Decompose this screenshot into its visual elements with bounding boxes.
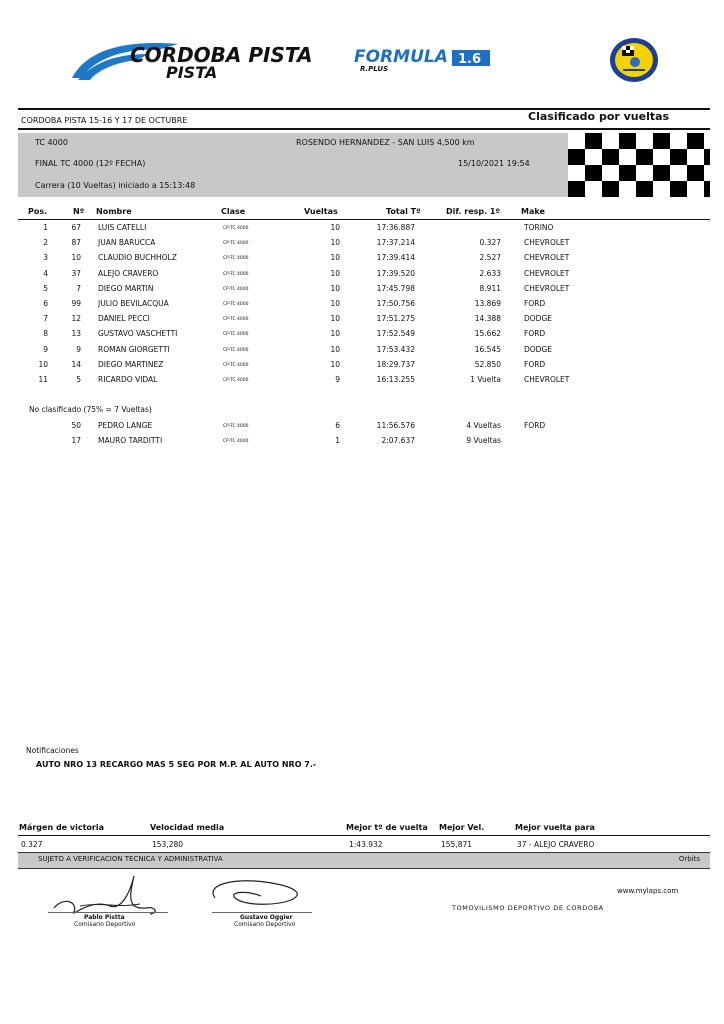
signature-2-icon [205, 876, 315, 914]
notifications-label: Notificaciones [26, 746, 79, 755]
cell-pos: 3 [43, 253, 48, 263]
cell-laps: 10 [330, 314, 340, 324]
cell-make: FORD [524, 359, 546, 369]
disclaimer-bar [18, 852, 710, 869]
cell-clase: CP-TC 4000 [223, 378, 249, 383]
cell-make: TORINO [524, 223, 554, 232]
cell-make: FORD [524, 299, 546, 308]
not-classified-label: No clasificado (75% = 7 Vueltas) [29, 405, 152, 414]
cell-name: GUSTAVO VASCHETTI [98, 329, 178, 339]
cell-clase: CP-TC 4000 [223, 332, 249, 338]
category: TC 4000 [35, 138, 68, 147]
cell-name: JULIO BEVILACQUA [98, 299, 169, 308]
cell-dif: 8.911 [479, 283, 501, 293]
race-info: Carrera (10 Vueltas) iniciado a 15:13:48 [35, 181, 196, 190]
cell-num: 50 [71, 421, 81, 430]
cell-laps: 10 [330, 359, 340, 369]
cordoba-logo-text: CORDOBA PISTA [130, 43, 313, 67]
cell-dif: 2.633 [479, 268, 501, 278]
cell-make: FORD [524, 421, 546, 430]
svg-text:1.6: 1.6 [458, 52, 482, 67]
signature-1-role: Comisario Deportivo [74, 921, 136, 928]
cell-laps: 10 [330, 223, 340, 232]
cell-dif: 9 Vueltas [466, 436, 501, 446]
cell-total: 17:39.414 [376, 253, 415, 263]
cell-clase: CP-TC 4000 [223, 439, 249, 445]
table-row [0, 238, 724, 253]
cell-name: ALEJO CRAVERO [98, 268, 159, 278]
notification-text: AUTO NRO 13 RECARGO MAS 5 SEG POR M.P. AL AUTO NRO 7.- [36, 760, 317, 769]
checkered-flag-icon [568, 133, 710, 197]
svg-text:FORMULA: FORMULA [354, 47, 448, 67]
cell-pos: 8 [43, 329, 48, 339]
table-row [0, 299, 724, 314]
cell-clase: CP-TC 4000 [223, 256, 249, 262]
summary-speed: 153,280 [152, 840, 184, 849]
summary-header-best-lap-by: Mejor vuelta para [515, 823, 595, 832]
formula-16-logo [352, 46, 492, 72]
cell-dif: 15.662 [474, 329, 501, 339]
cell-laps: 10 [330, 238, 340, 248]
cell-name: DIEGO MARTINEZ [98, 359, 164, 369]
summary-best-lap: 1:43.932 [349, 840, 383, 849]
cell-clase: CP-TC 4000 [223, 226, 249, 231]
orbits-label: Orbits [678, 855, 700, 863]
cell-num: 9 [76, 344, 81, 354]
cell-num: 17 [71, 436, 81, 446]
formula-logo-sub: R.PLUS [360, 65, 389, 73]
mylaps-url: www.mylaps.com [617, 887, 679, 895]
cell-total: 17:39.520 [376, 268, 415, 278]
cell-pos: 11 [38, 375, 48, 384]
cell-name: RICARDO VIDAL [98, 375, 158, 384]
cell-laps: 10 [330, 299, 340, 308]
federation-seal-icon [609, 37, 659, 83]
table-row [0, 436, 724, 451]
summary-best-speed: 155,871 [441, 840, 473, 849]
summary-header-margin: Márgen de victoria [19, 823, 104, 832]
col-header-dif: Dif. resp. 1º [446, 207, 501, 216]
cell-num: 5 [76, 375, 81, 384]
table-row [0, 360, 724, 375]
cell-name: DIEGO MARTIN [98, 283, 154, 293]
cell-clase: CP-TC 4000 [223, 362, 249, 368]
cell-name: LUIS CATELLI [98, 223, 147, 232]
cell-name: JUAN BARUCCA [98, 238, 156, 248]
table-row [0, 329, 724, 344]
table-row [0, 284, 724, 299]
signature-1-line [48, 912, 168, 913]
cell-num: 10 [71, 253, 81, 263]
table-header-divider [18, 219, 710, 220]
cell-make: FORD [524, 329, 546, 339]
cell-pos: 5 [43, 283, 48, 293]
cell-total: 17:36.887 [376, 223, 415, 232]
cell-dif: 52.850 [474, 359, 501, 369]
organization-name: TOMOVILISMO DEPORTIVO DE CORDOBA [452, 904, 604, 912]
session-info-box [18, 133, 710, 197]
event-name: CORDOBA PISTA 15-16 Y 17 DE OCTUBRE [21, 116, 188, 125]
cell-laps: 1 [335, 436, 340, 446]
table-row [0, 314, 724, 329]
cell-pos: 6 [43, 299, 48, 308]
circuit: ROSENDO HERNANDEZ - SAN LUIS 4,500 km [296, 138, 475, 147]
summary-divider [18, 835, 710, 836]
cell-dif: 1 Vuelta [470, 375, 501, 384]
cell-dif: 0.327 [479, 238, 501, 248]
cell-clase: CP-TC 4000 [223, 302, 249, 307]
disclaimer-text: SUJETO A VERIFICACION TECNICA Y ADMINISTRATIVA [38, 855, 223, 863]
col-header-vueltas: Vueltas [304, 207, 338, 216]
table-row [0, 421, 724, 436]
cell-dif: 14.388 [474, 314, 501, 324]
col-header-make: Make [521, 207, 545, 216]
cell-make: CHEVROLET [524, 375, 570, 384]
cell-num: 7 [76, 283, 81, 293]
table-row [0, 223, 724, 238]
cell-name: CLAUDIO BUCHHOLZ [98, 253, 177, 263]
col-header-clase: Clase [221, 207, 246, 216]
summary-header-best-lap: Mejor tº de vuelta [346, 823, 428, 832]
cell-num: 99 [71, 299, 81, 308]
cell-make: CHEVROLET [524, 253, 570, 263]
col-header-num: Nº [73, 207, 85, 216]
cell-clase: CP-TC 4000 [223, 286, 249, 292]
cell-make: CHEVROLET [524, 283, 570, 293]
col-header-pos: Pos. [28, 207, 48, 216]
cell-num: 37 [71, 268, 81, 278]
cell-dif: 2.527 [479, 253, 501, 263]
cell-laps: 10 [330, 253, 340, 263]
cell-pos: 1 [43, 223, 48, 232]
cordoba-pista-logo [68, 38, 313, 84]
summary-best-lap-by: 37 - ALEJO CRAVERO [517, 840, 595, 849]
signature-1-name: Pablo Pistta [84, 914, 125, 921]
session-datetime: 15/10/2021 19:54 [458, 159, 530, 168]
cell-pos: 7 [43, 314, 48, 324]
svg-text:PISTA: PISTA [166, 63, 218, 82]
cell-total: 17:50.756 [376, 299, 415, 308]
summary-header-speed: Velocidad media [150, 823, 225, 832]
cell-name: PEDRO LANGE [98, 421, 153, 430]
cell-pos: 2 [43, 238, 48, 248]
table-row [0, 375, 724, 390]
cell-clase: CP-TC 4000 [223, 424, 249, 429]
cell-dif: 4 Vueltas [466, 421, 501, 430]
session-name: FINAL TC 4000 (12º FECHA) [35, 159, 146, 168]
cell-pos: 4 [43, 268, 48, 278]
cell-num: 87 [71, 238, 81, 248]
cell-total: 17:45.798 [376, 283, 415, 293]
cell-clase: CP-TC 4000 [223, 317, 249, 323]
cell-make: DODGE [524, 344, 553, 354]
cell-laps: 10 [330, 329, 340, 339]
signature-2-role: Comisario Deportivo [234, 921, 296, 928]
cell-dif: 13.869 [474, 299, 501, 308]
cell-make: CHEVROLET [524, 268, 570, 278]
col-header-total: Total Tº [386, 207, 421, 216]
table-row [0, 345, 724, 360]
cell-laps: 10 [330, 283, 340, 293]
cell-total: 17:51.275 [376, 314, 415, 324]
cell-laps: 9 [335, 375, 340, 384]
cell-total: 17:52.549 [376, 329, 415, 339]
col-header-name: Nombre [96, 207, 132, 216]
report-title: Clasificado por vueltas [528, 110, 670, 123]
cell-total: 17:37.214 [376, 238, 415, 248]
cell-name: DANIEL PECCI [98, 314, 150, 324]
cell-laps: 10 [330, 268, 340, 278]
cell-pos: 9 [43, 344, 48, 354]
cell-clase: CP-TC 4000 [223, 271, 249, 277]
cell-clase: CP-TC 4000 [223, 241, 249, 247]
cell-num: 67 [71, 223, 81, 232]
table-row [0, 269, 724, 284]
table-row [0, 253, 724, 268]
cell-dif: 16.545 [474, 344, 501, 354]
summary-margin: 0.327 [21, 840, 43, 849]
cell-num: 12 [71, 314, 81, 324]
cell-name: ROMAN GIORGETTI [98, 344, 170, 354]
cell-clase: CP-TC 4000 [223, 347, 249, 353]
cell-make: CHEVROLET [524, 238, 570, 248]
title-divider [18, 128, 710, 130]
signature-2-name: Gustavo Oggier [240, 914, 293, 921]
cell-name: MAURO TARDITTI [98, 436, 163, 446]
signature-2-line [212, 912, 312, 913]
cell-total: 17:53.432 [376, 344, 415, 354]
cell-laps: 10 [330, 344, 340, 354]
cell-make: DODGE [524, 314, 553, 324]
summary-header-best-speed: Mejor Vel. [439, 823, 485, 832]
cell-total: 18:29.737 [376, 359, 415, 369]
cell-num: 13 [71, 329, 81, 339]
cell-num: 14 [71, 359, 81, 369]
cell-total: 2:07.637 [381, 436, 415, 446]
cell-total: 11:56.576 [376, 421, 415, 430]
cell-pos: 10 [38, 359, 48, 369]
cell-total: 16:13.255 [376, 375, 415, 384]
cell-laps: 6 [335, 421, 340, 430]
